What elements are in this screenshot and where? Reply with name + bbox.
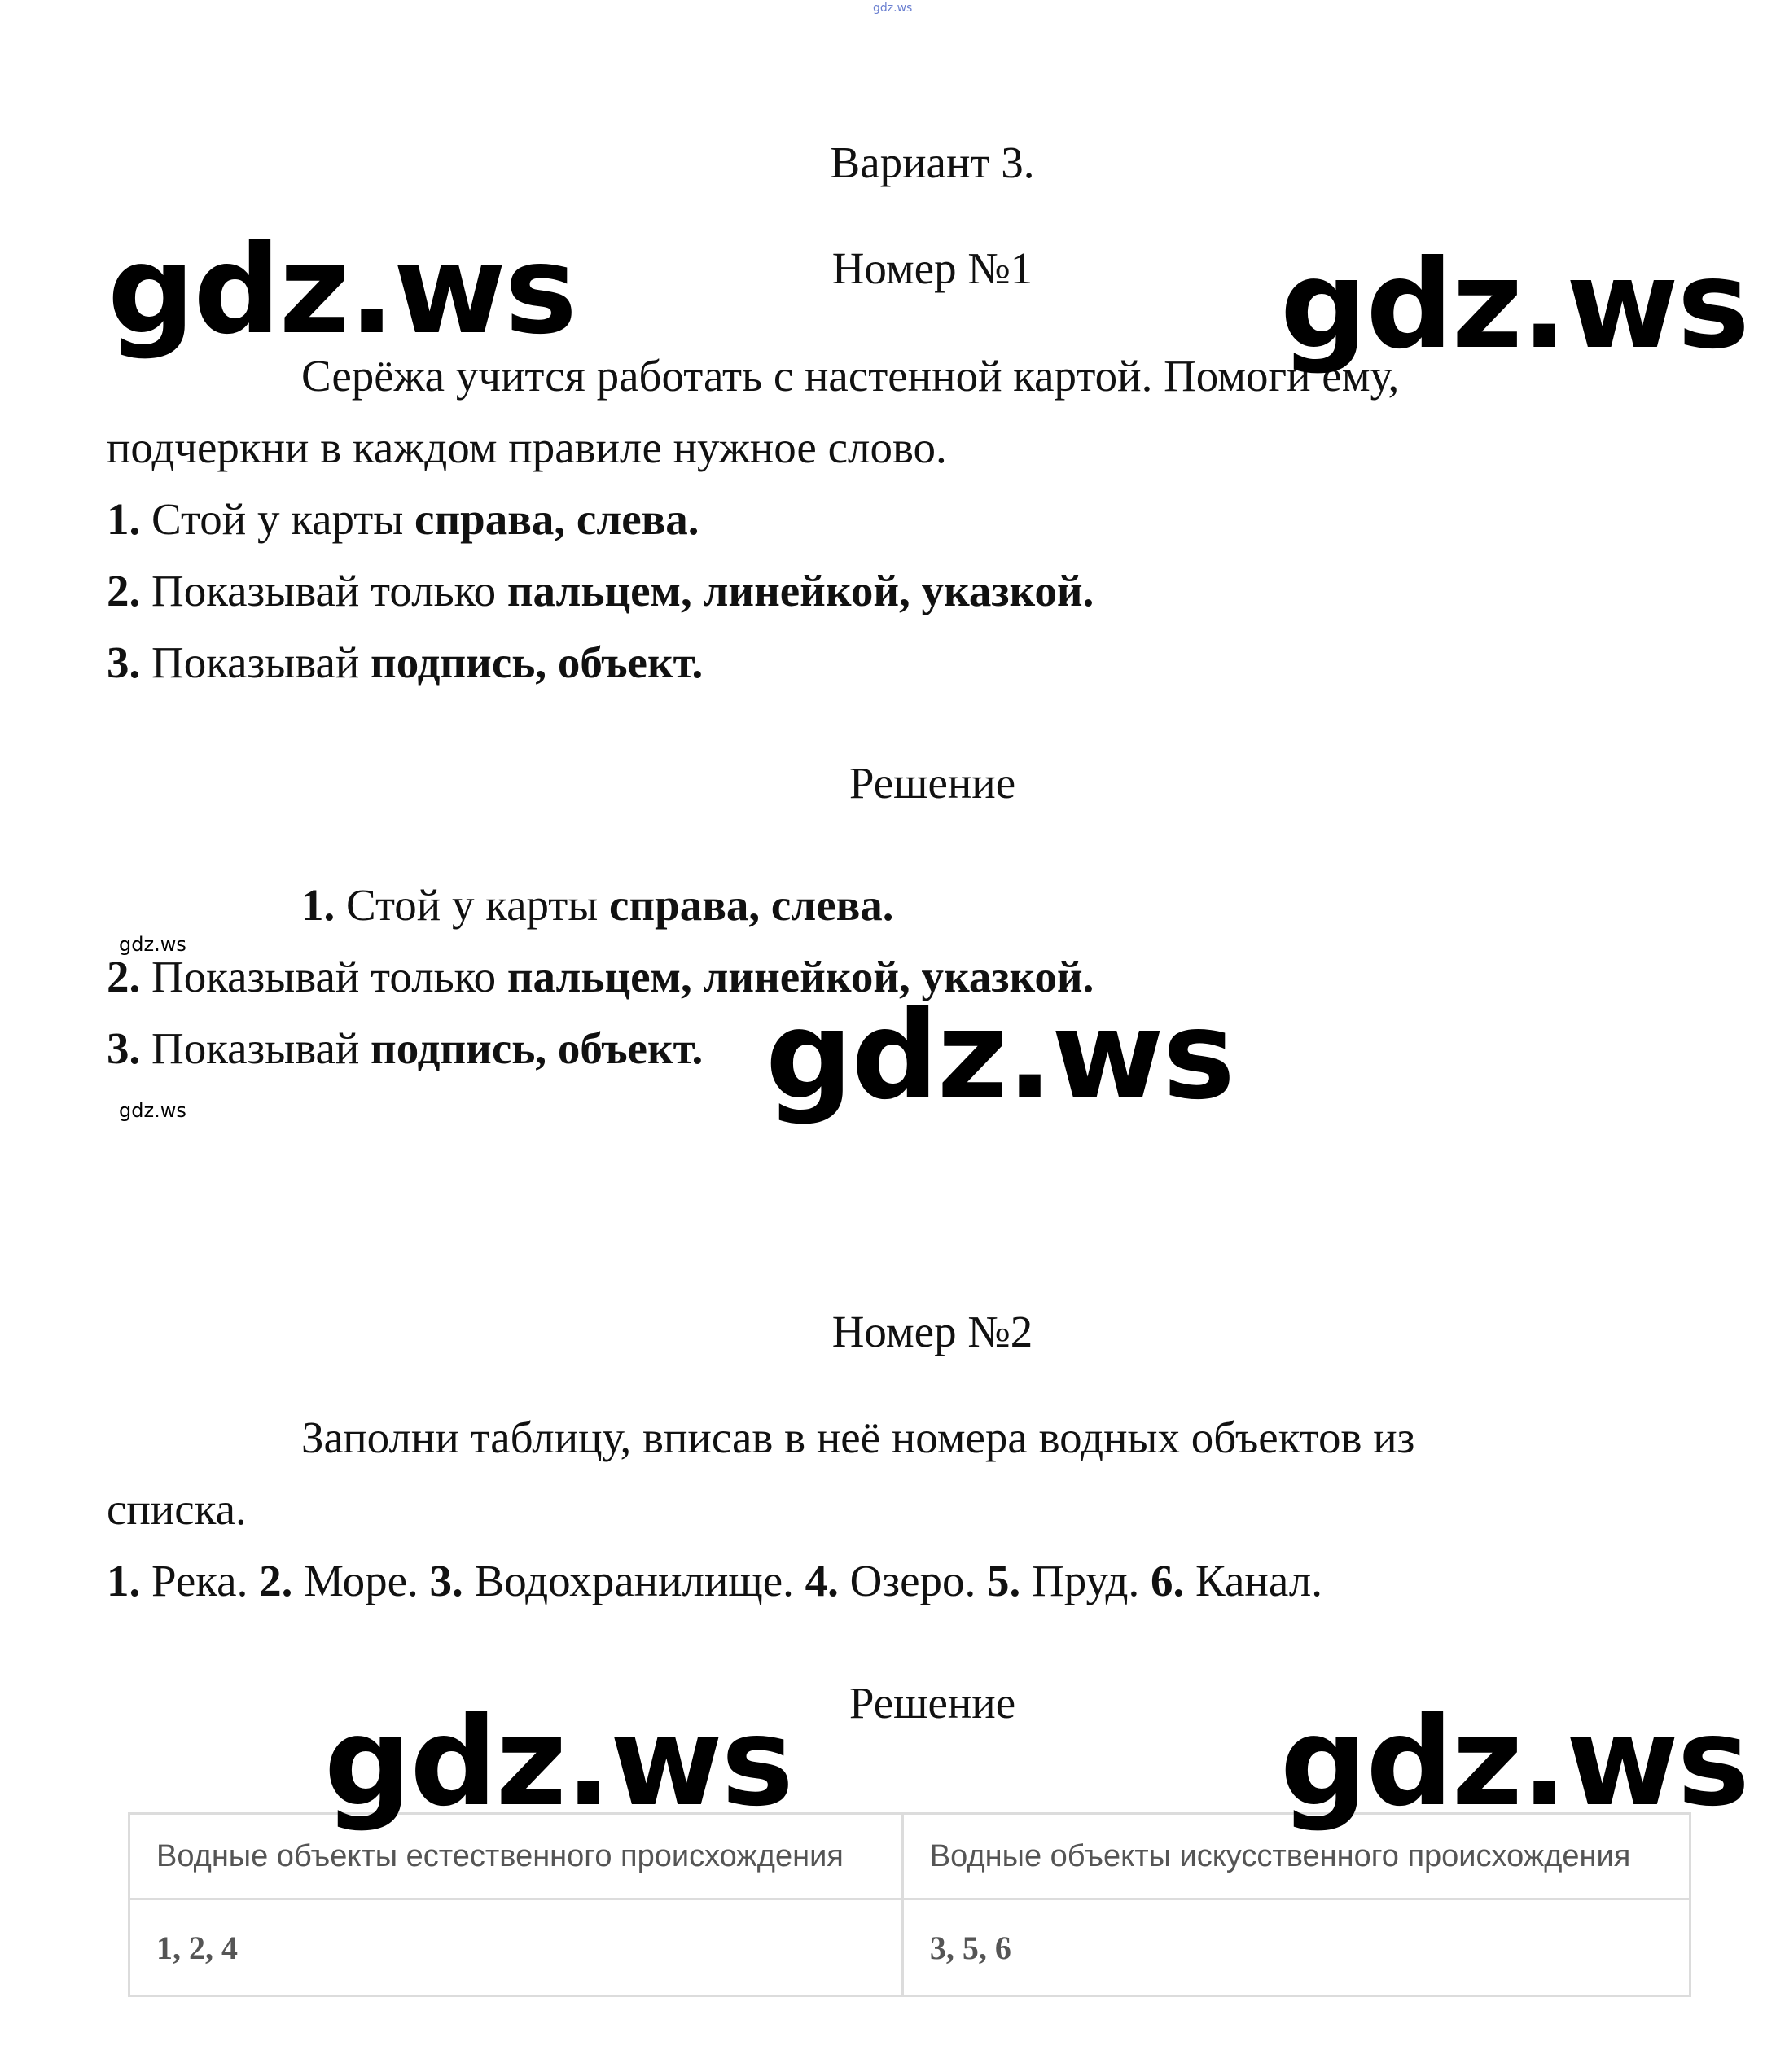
task1-item-2 bbox=[107, 568, 1094, 613]
task1-solution-item-1 bbox=[301, 880, 894, 930]
list-number: 5. bbox=[987, 1556, 1021, 1605]
table-header-natural: Водные объекты естественного происхождения bbox=[129, 1814, 903, 1899]
watermark-logo: gdz.ws bbox=[1280, 1692, 1748, 1833]
item-number: 2. bbox=[107, 952, 141, 1001]
item-number: 1. bbox=[107, 494, 141, 544]
list-number: 2. bbox=[259, 1556, 293, 1605]
variant-title: Вариант 3. bbox=[830, 138, 1035, 187]
list-text: Пруд. bbox=[1020, 1556, 1151, 1605]
list-text: Море. bbox=[292, 1556, 430, 1605]
watermark-logo: gdz.ws bbox=[765, 985, 1234, 1127]
task1-intro-line1: Серёжа учится работать с настенной картой. Помоги ему, bbox=[301, 351, 1400, 401]
item-number: 3. bbox=[107, 637, 141, 687]
list-text: Канал. bbox=[1184, 1556, 1322, 1605]
list-text: Озеро. bbox=[838, 1556, 988, 1605]
task1-item-1 bbox=[107, 494, 699, 544]
watermark-logo: gdz.ws bbox=[1280, 234, 1748, 376]
task2-title: Номер №2 bbox=[831, 1307, 1033, 1356]
table-row bbox=[129, 1899, 1690, 1996]
task2-solution-title: Решение bbox=[849, 1678, 1016, 1728]
list-text: Водохранилище. bbox=[463, 1556, 805, 1605]
item-number: 1. bbox=[301, 880, 335, 930]
list-number: 6. bbox=[1151, 1556, 1185, 1605]
item-number: 2. bbox=[107, 566, 141, 615]
site-tag: gdz.ws bbox=[873, 2, 913, 15]
table-cell-artificial: 3, 5, 6 bbox=[902, 1899, 1690, 1996]
watermark-logo: gdz.ws bbox=[107, 220, 576, 361]
item-text: Стой у карты bbox=[335, 880, 610, 930]
task1-intro-line2: подчеркни в каждом правиле нужное слово. bbox=[107, 423, 947, 472]
item-text: Показывай bbox=[140, 637, 371, 687]
answer-table bbox=[128, 1812, 1691, 1997]
watermark-logo: gdz.ws bbox=[324, 1692, 792, 1833]
task1-item-3 bbox=[107, 637, 704, 687]
list-number: 3. bbox=[429, 1556, 463, 1605]
table-cell-natural: 1, 2, 4 bbox=[129, 1899, 903, 1996]
item-options: справа, слева. bbox=[609, 880, 894, 930]
task2-object-list bbox=[107, 1558, 1322, 1603]
item-number: 3. bbox=[107, 1023, 141, 1073]
task2-intro-line2: списка. bbox=[107, 1484, 247, 1534]
task2-intro-line1: Заполни таблицу, вписав в неё номера водных объектов из bbox=[301, 1413, 1415, 1462]
item-options: подпись, объект. bbox=[371, 1023, 704, 1073]
list-number: 1. bbox=[107, 1556, 141, 1605]
table-header-artificial: Водные объекты искусственного происхождения bbox=[902, 1814, 1690, 1899]
list-text: Река. bbox=[140, 1556, 260, 1605]
list-number: 4. bbox=[805, 1556, 839, 1605]
item-options: пальцем, линейкой, указкой. bbox=[506, 566, 1094, 615]
task1-title: Номер №1 bbox=[831, 243, 1033, 293]
task1-solution-item-3 bbox=[107, 1023, 704, 1073]
item-text: Показывай только bbox=[140, 952, 507, 1001]
item-text: Показывай bbox=[140, 1023, 371, 1073]
item-options: подпись, объект. bbox=[371, 637, 704, 687]
task1-solution-title: Решение bbox=[849, 758, 1016, 808]
watermark-small: gdz.ws bbox=[119, 933, 186, 956]
watermark-small: gdz.ws bbox=[119, 1099, 186, 1122]
item-options: пальцем, линейкой, указкой. bbox=[506, 952, 1094, 1001]
item-text: Стой у карты bbox=[140, 494, 415, 544]
item-text: Показывай только bbox=[140, 566, 507, 615]
item-options: справа, слева. bbox=[414, 494, 699, 544]
